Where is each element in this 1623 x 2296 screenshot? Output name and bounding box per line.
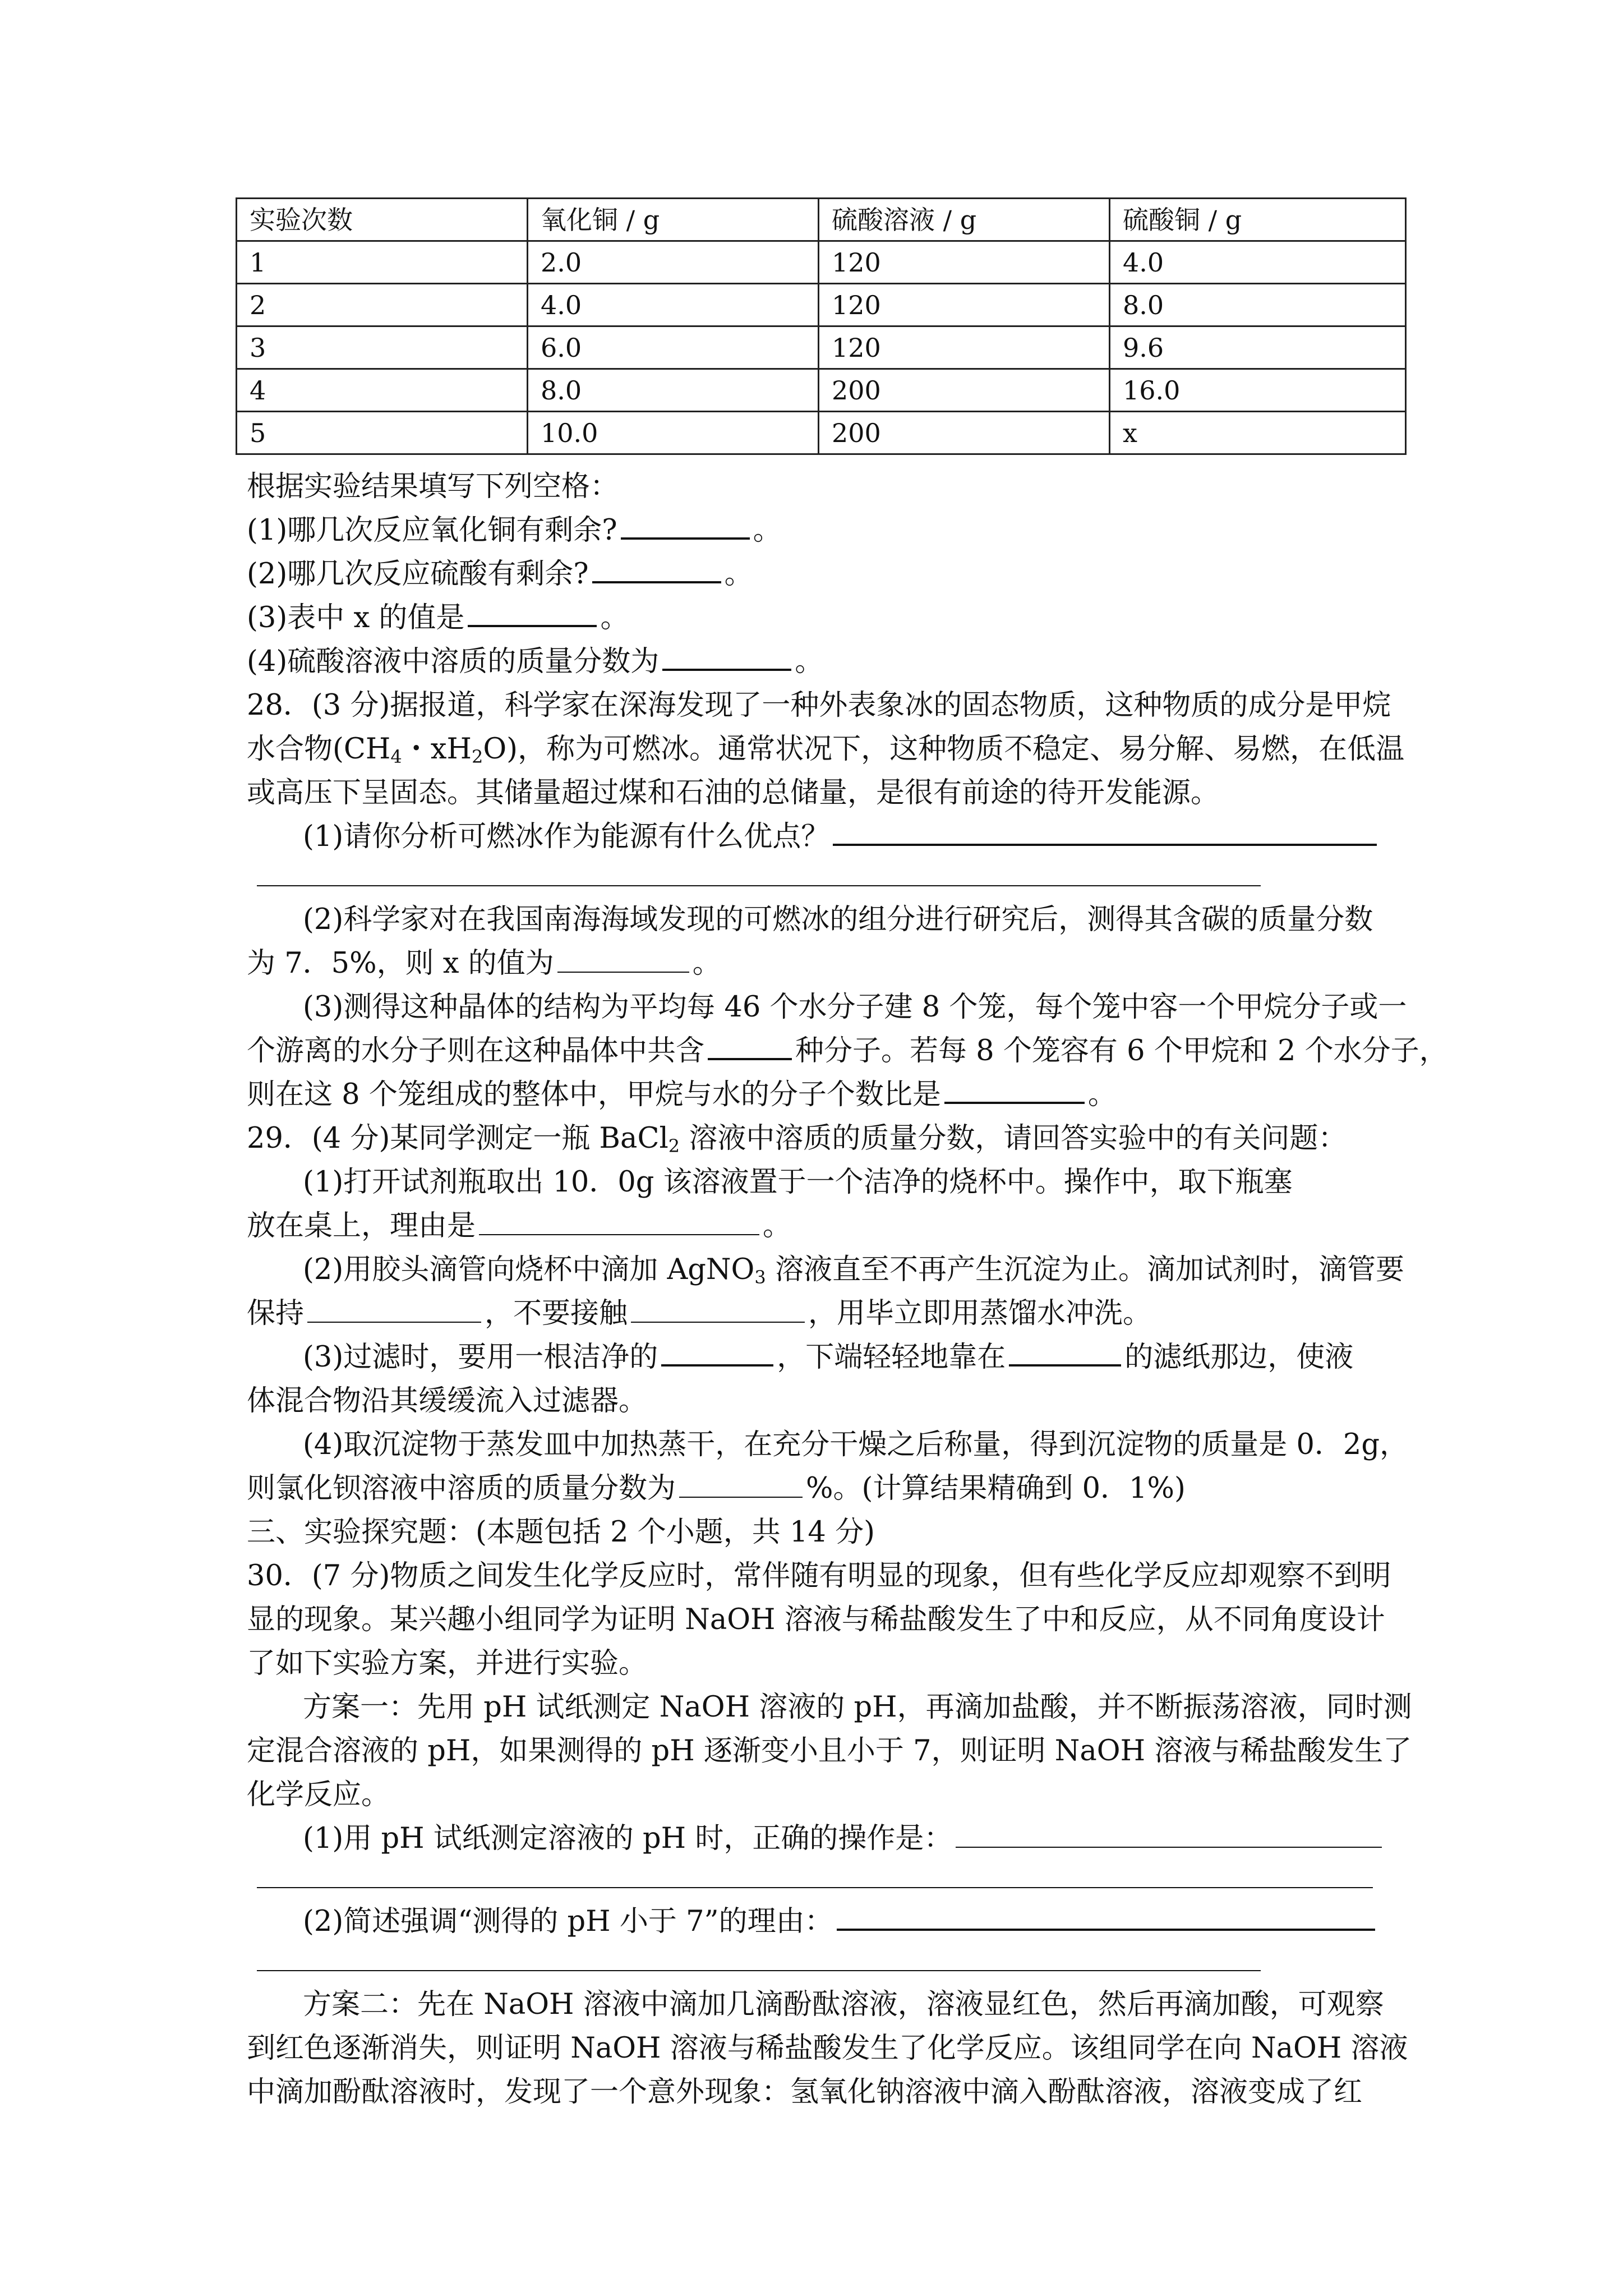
table-cell: 200 xyxy=(819,369,1110,412)
answer-blank[interactable] xyxy=(708,1031,792,1060)
answer-blank[interactable] xyxy=(944,1075,1085,1104)
q28-sub2-line1: (2)科学家对在我国南海海域发现的可燃冰的组分进行研究后，测得其含碳的质量分数 xyxy=(303,903,1373,936)
q28-sub3-line2: 个游离的水分子则在这种晶体中共含 种分子。若每 8 个笼容有 6 个甲烷和 2 个水分子， xyxy=(247,1031,1413,1071)
table-cell: 6.0 xyxy=(528,326,819,369)
table-header-row xyxy=(237,199,1406,241)
q30-plan2-line1: 方案二：先在 NaOH 溶液中滴加几滴酚酞溶液，溶液显红色，然后再滴加酸，可观察 xyxy=(303,1988,1384,2021)
table-header-cell: 硫酸铜 / g xyxy=(1110,199,1406,241)
q29-sub2-line2: 保持 ，不要接触 ，用毕立即用蒸馏水冲洗。 xyxy=(247,1294,1413,1334)
answer-blank[interactable] xyxy=(631,1295,805,1323)
q28-line2: 水合物($CH_4$・$xH_2O$)，称为可燃冰。通常状况下，这种物质不稳定、易分解、易燃，在低温 xyxy=(247,733,1405,767)
q29-sub2-line1: (2)用胶头滴管向烧杯中滴加 AgNO$_3$ 溶液直至不再产生沉淀为止。滴加试剂时，滴管要 xyxy=(303,1253,1404,1288)
table-cell: 9.6 xyxy=(1110,326,1406,369)
table-cell: 8.0 xyxy=(1110,284,1406,326)
table-cell: 2 xyxy=(237,284,528,326)
q30-line1: 30．(7 分)物质之间发生化学反应时，常伴随有明显的现象，但有些化学反应却观察不到明 xyxy=(247,1559,1391,1593)
table-row xyxy=(237,369,1406,412)
answer-blank[interactable] xyxy=(833,817,1377,846)
q27-part2: (2)哪几次反应硫酸有剩余? 。 xyxy=(247,554,1413,595)
q30-plan2-line3: 中滴加酚酞溶液时，发现了一个意外现象：氢氧化钠溶液中滴入酚酞溶液，溶液变成了红 xyxy=(247,2076,1363,2109)
q27-part3: (3)表中 x 的值是 。 xyxy=(247,598,1413,638)
answer-line[interactable] xyxy=(257,1970,1261,1971)
answer-line[interactable] xyxy=(257,885,1261,886)
q30-plan1-line1: 方案一：先用 pH 试纸测定 NaOH 溶液的 pH，再滴加盐酸，并不断振荡溶液，同时测 xyxy=(303,1691,1412,1724)
q28-sub1: (1)请你分析可燃冰作为能源有什么优点？ xyxy=(303,817,1469,857)
q30-plan1-line2: 定混合溶液的 pH，如果测得的 pH 逐渐变小且小于 7，则证明 NaOH 溶液与稀盐酸发生了 xyxy=(247,1734,1412,1768)
table-cell: 3 xyxy=(237,326,528,369)
answer-blank[interactable] xyxy=(662,642,791,671)
q29-sub3-line2: 体混合物沿其缓缓流入过滤器。 xyxy=(247,1384,648,1418)
answer-blank[interactable] xyxy=(468,598,597,627)
table-cell: 16.0 xyxy=(1110,369,1406,412)
table-cell: x xyxy=(1110,412,1406,454)
table-row xyxy=(237,241,1406,284)
q28-line3: 或高压下呈固态。其储量超过煤和石油的总储量，是很有前途的待开发能源。 xyxy=(247,776,1220,809)
answer-blank[interactable] xyxy=(307,1295,481,1323)
table-header-cell: 氧化铜 / g xyxy=(528,199,819,241)
answer-blank[interactable] xyxy=(837,1902,1375,1931)
q29-sub3-line1: (3)过滤时，要用一根洁净的 ，下端轻轻地靠在 的滤纸那边，使液 xyxy=(303,1337,1469,1378)
table-cell: 10.0 xyxy=(528,412,819,454)
answer-blank[interactable] xyxy=(679,1470,803,1498)
q29-sub1-line2: 放在桌上，理由是 。 xyxy=(247,1206,1413,1246)
answer-line[interactable] xyxy=(257,1887,1373,1888)
table-row xyxy=(237,412,1406,454)
experiment-table xyxy=(236,197,1407,455)
answer-blank[interactable] xyxy=(592,554,721,583)
section-heading: 三、实验探究题：(本题包括 2 个小题，共 14 分) xyxy=(247,1516,875,1549)
answer-blank[interactable] xyxy=(557,945,689,973)
q29-line1: 29．(4 分)某同学测定一瓶 BaCl$_2$ 溶液中溶质的质量分数，请回答实验中的有关问题： xyxy=(247,1122,1347,1157)
table-cell: 5 xyxy=(237,412,528,454)
q27-part4: (4)硫酸溶液中溶质的质量分数为 。 xyxy=(247,642,1413,682)
q29-sub4-line2: 则氯化钡溶液中溶质的质量分数为 %。(计算结果精确到 0．1%) xyxy=(247,1469,1413,1509)
table-cell: 200 xyxy=(819,412,1110,454)
table-cell: 4 xyxy=(237,369,528,412)
table-cell: 4.0 xyxy=(528,284,819,326)
table-header-cell: 硫酸溶液 / g xyxy=(819,199,1110,241)
q28-sub3-line3: 则在这 8 个笼组成的整体中，甲烷与水的分子个数比是 。 xyxy=(247,1075,1413,1115)
table-cell: 120 xyxy=(819,241,1110,284)
answer-blank[interactable] xyxy=(1009,1337,1121,1366)
q29-sub4-line1: (4)取沉淀物于蒸发皿中加热蒸干，在充分干燥之后称量，得到沉淀物的质量是 0．2g， xyxy=(303,1428,1408,1461)
q30-plan1-line3: 化学反应。 xyxy=(247,1778,390,1811)
table-row xyxy=(237,326,1406,369)
q29-sub1-line1: (1)打开试剂瓶取出 10．0g 该溶液置于一个洁净的烧杯中。操作中，取下瓶塞 xyxy=(303,1166,1293,1199)
q28-line1: 28．(3 分)据报道，科学家在深海发现了一种外表象冰的固态物质，这种物质的成分是甲烷 xyxy=(247,689,1391,722)
answer-blank[interactable] xyxy=(621,510,750,540)
q28-sub2-line2: 为 7．5%，则 x 的值为 。 xyxy=(247,944,1413,984)
table-cell: 120 xyxy=(819,326,1110,369)
q30-sub2: (2)简述强调“测得的 pH 小于 7”的理由： xyxy=(303,1902,1469,1942)
answer-blank[interactable] xyxy=(956,1820,1382,1848)
table-row xyxy=(237,284,1406,326)
q30-line3: 了如下实验方案，并进行实验。 xyxy=(247,1647,648,1680)
q30-sub1: (1)用 pH 试纸测定溶液的 pH 时，正确的操作是： xyxy=(303,1819,1469,1859)
q28-sub3-line1: (3)测得这种晶体的结构为平均每 46 个水分子建 8 个笼，每个笼中容一个甲烷分子或一 xyxy=(303,991,1407,1024)
q30-line2: 显的现象。某兴趣小组同学为证明 NaOH 溶液与稀盐酸发生了中和反应，从不同角度设计 xyxy=(247,1603,1385,1636)
q27-part1: (1)哪几次反应氧化铜有剩余? 。 xyxy=(247,510,1413,551)
table-cell: 1 xyxy=(237,241,528,284)
table-header-cell: 实验次数 xyxy=(237,199,528,241)
table-cell: 120 xyxy=(819,284,1110,326)
table-cell: 8.0 xyxy=(528,369,819,412)
table-cell: 2.0 xyxy=(528,241,819,284)
table-cell: 4.0 xyxy=(1110,241,1406,284)
q30-plan2-line2: 到红色逐渐消失，则证明 NaOH 溶液与稀盐酸发生了化学反应。该组同学在向 NaOH 溶液 xyxy=(247,2032,1408,2065)
answer-blank[interactable] xyxy=(661,1337,773,1366)
q27-intro: 根据实验结果填写下列空格： xyxy=(247,470,619,503)
answer-blank[interactable] xyxy=(479,1207,759,1235)
